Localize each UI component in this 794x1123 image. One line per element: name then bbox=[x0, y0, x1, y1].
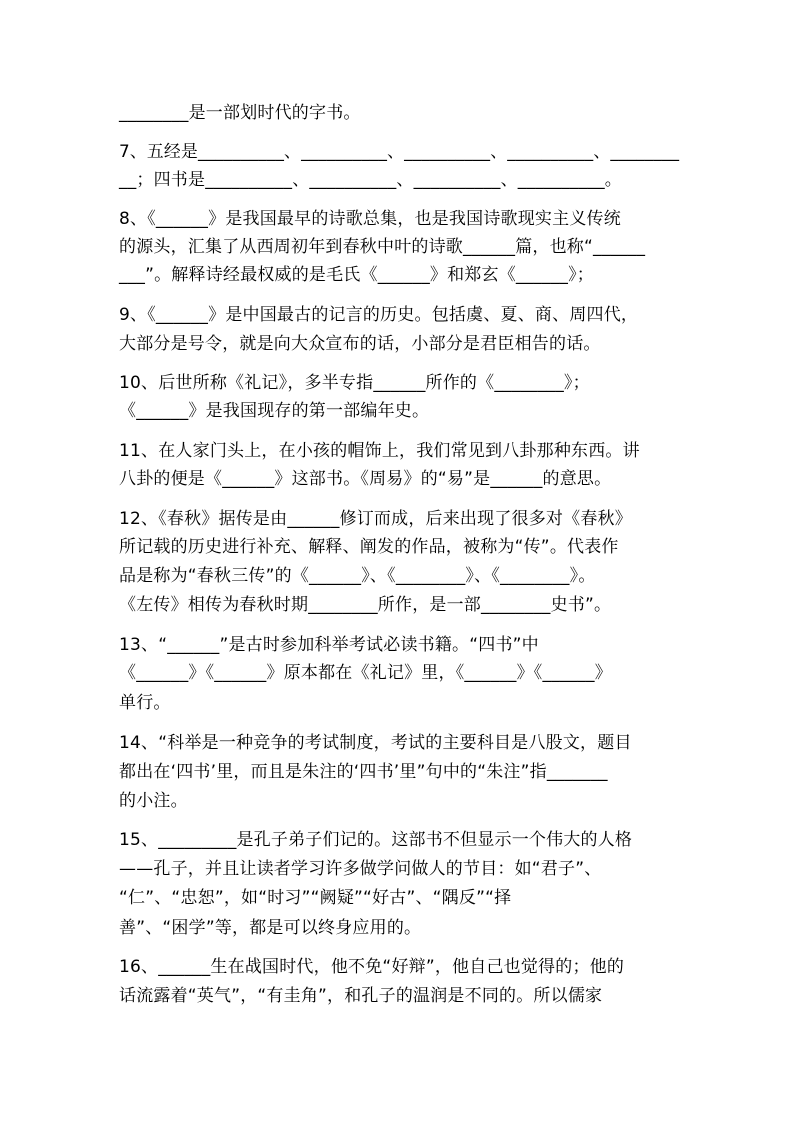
text-line: 八卦的便是《______》这部书。《周易》的“易”是______的意思。 bbox=[119, 469, 612, 489]
text-line: ___”。解释诗经最权威的是毛氏《______》和郑玄《______》； bbox=[119, 265, 595, 285]
text-line: ________是一部划时代的字书。 bbox=[119, 103, 361, 123]
text-line: 话流露着“英气”，“有圭角”，和孔子的温润是不同的。所以儒家 bbox=[119, 986, 603, 1006]
text-line: 大部分是号令，就是向大众宣布的话，小部分是君臣相告的话。 bbox=[119, 334, 601, 354]
text-line: 《______》是我国现存的第一部编年史。 bbox=[119, 401, 430, 421]
text-line: 13、“______”是古时参加科举考试必读书籍。“四书”中 bbox=[119, 635, 539, 655]
text-line: __；四书是__________、__________、__________、__________。 bbox=[119, 170, 622, 190]
text-line: 的小注。 bbox=[119, 791, 188, 811]
text-line: 15、_________是孔子弟子们记的。这部书不但显示一个伟大的人格 bbox=[119, 830, 633, 850]
text-line: ——孔子，并且让读者学习许多做学问做人的节目：如“君子”、 bbox=[119, 859, 602, 879]
text-line: 11、在人家门头上，在小孩的帽饰上，我们常见到八卦那种东西。讲 bbox=[119, 441, 640, 461]
text-line: “仁”、“忠恕”，如“时习”“阙疑”“好古”、“隅反”“择 bbox=[119, 888, 512, 908]
text-line: 都出在‘四书’里，而且是朱注的‘四书’里”句中的“朱注”指_______ bbox=[119, 762, 608, 782]
text-line: 品是称为“春秋三传”的《______》、《________》、《________》。 bbox=[119, 566, 596, 586]
text-line: 14、“科举是一种竞争的考试制度，考试的主要科目是八股文，题目 bbox=[119, 733, 632, 753]
text-line: 7、五经是__________、__________、__________、__________、________ bbox=[119, 142, 680, 162]
text-line: 善”、“困学”等，都是可以终身应用的。 bbox=[119, 918, 422, 938]
text-line: 12、《春秋》据传是由______修订而成，后来出现了很多对《春秋》 bbox=[119, 509, 632, 529]
text-line: 10、后世所称《礼记》，多半专指______所作的《________》； bbox=[119, 373, 590, 393]
text-line: 8、《______》是我国最早的诗歌总集，也是我国诗歌现实主义传统 bbox=[119, 209, 621, 229]
text-line: 所记载的历史进行补充、解释、阐发的作品，被称为“传”。代表作 bbox=[119, 537, 619, 557]
text-line: 的源头，汇集了从西周初年到春秋中叶的诗歌______篇，也称“______ bbox=[119, 237, 646, 257]
text-line: 《左传》相传为春秋时期________所作，是一部________史书”。 bbox=[119, 595, 612, 615]
text-line: 单行。 bbox=[119, 693, 171, 713]
text-line: 9、《______》是中国最古的记言的历史。包括虞、夏、商、周四代， bbox=[119, 305, 639, 325]
text-line: 16、______生在战国时代，他不免“好辩”，他自己也觉得的；他的 bbox=[119, 957, 625, 977]
text-line: 《______》《______》原本都在《礼记》里，《______》《______》 bbox=[119, 663, 612, 683]
